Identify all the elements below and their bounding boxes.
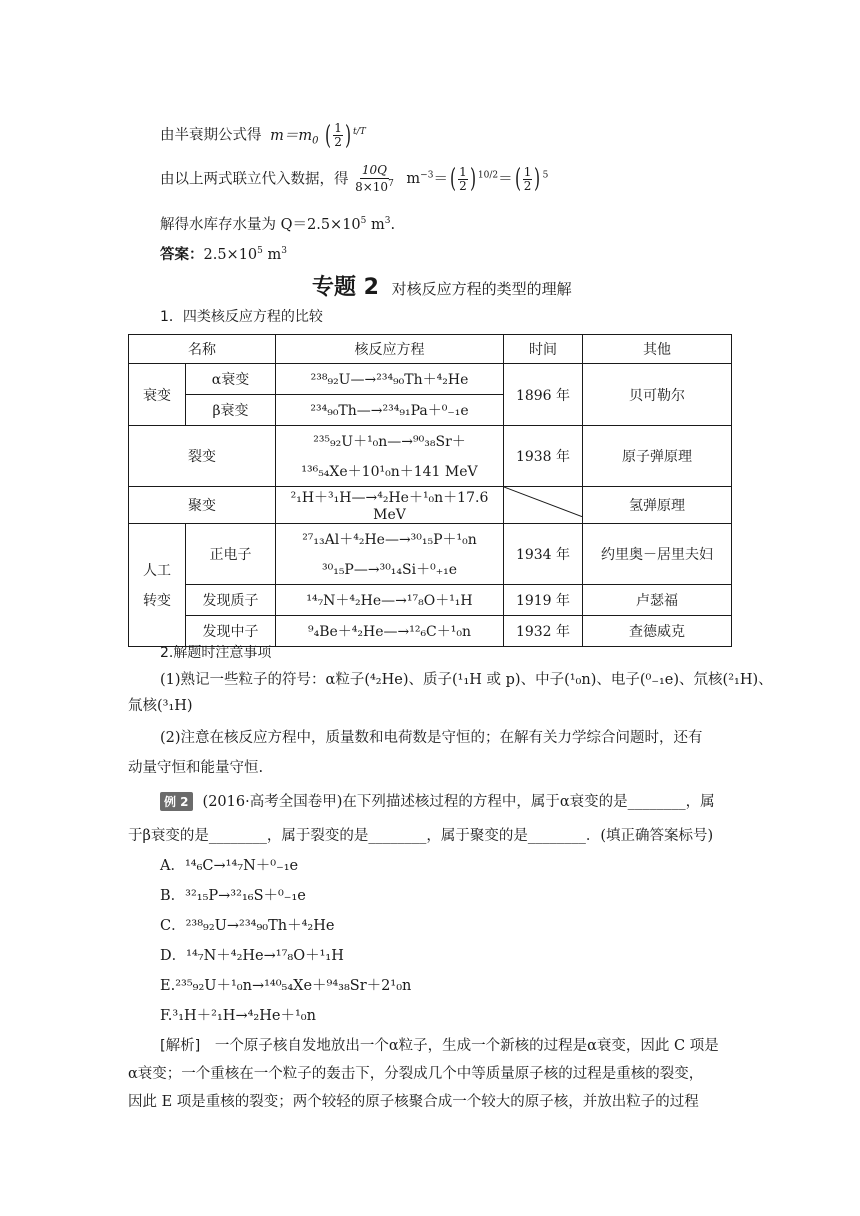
section-subtitle: 对核反应方程的类型的理解 (391, 280, 572, 298)
fusion-cell: 聚变 (129, 487, 276, 524)
decay-other: 贝可勒尔 (583, 364, 732, 426)
fission-other: 原子弹原理 (583, 426, 732, 487)
line2-exp2: 5 (542, 170, 549, 181)
neutron-year: 1932 年 (504, 616, 583, 647)
line2-frac-num: 10Q (361, 163, 388, 177)
line3-unit: m (366, 217, 385, 233)
answer-value: 2.5×10 (203, 247, 258, 263)
analysis-text-1: 一个原子核自发地放出一个α粒子，生成一个新核的过程是α衰变，因此 C 项是 (200, 1038, 719, 1054)
paren-a: ( 1 2 ) (449, 164, 476, 195)
note-2a: (2)注意在核反应方程中，质量数和电荷数是守恒的；在解有关力学综合问题时，还有 (160, 730, 703, 746)
answer-unit: m (262, 247, 282, 263)
proton-name: 发现质子 (186, 585, 276, 616)
answer-line (160, 243, 287, 264)
line2-frac-den: 8×10 (355, 179, 389, 194)
answer-label: 答案： (160, 247, 204, 263)
line3-unit-exp: 3 (384, 216, 391, 227)
positron-equation-2: ³⁰₁₅P—→³⁰₁₄Si＋⁰₊₁e (276, 554, 504, 585)
line1-formula: m＝m (270, 127, 313, 144)
line2-prefix: 由以上两式联立代入数据，得 (160, 171, 349, 188)
option-f: F.³₁H＋²₁H→⁴₂He＋¹₀n (160, 1008, 316, 1024)
fission-cell: 裂变 (129, 426, 276, 487)
note-1a: (1)熟记一些粒子的符号：α粒子(⁴₂He)、质子(¹₁H 或 p)、中子(¹₀n)、电子(⁰₋₁e)、氘核(²₁H)、 (160, 672, 773, 688)
alpha-decay-name: α衰变 (186, 364, 276, 395)
proton-other: 卢瑟福 (583, 585, 732, 616)
option-d: D．¹⁴₇N＋⁴₂He→¹⁷₈O＋¹₁H (160, 948, 344, 964)
table-header-row (129, 335, 732, 364)
positron-year: 1934 年 (504, 524, 583, 585)
analysis-label: [解析] (160, 1038, 201, 1054)
artificial-label-1: 人工 (143, 563, 171, 579)
artificial-label-2: 转变 (143, 593, 171, 609)
proton-year: 1919 年 (504, 585, 583, 616)
section-title (312, 270, 572, 301)
line3-end: . (390, 217, 396, 233)
positron-name: 正电子 (186, 524, 276, 585)
answer-exp: 5 (257, 246, 263, 257)
proton-equation: ¹⁴₇N＋⁴₂He—→¹⁷₈O＋¹₁H (276, 585, 504, 616)
artificial-cell (129, 524, 186, 647)
neutron-name: 发现中子 (186, 616, 276, 647)
line2-unit: m (406, 171, 421, 188)
table-row (129, 524, 732, 555)
option-e: E.²³⁵₉₂U＋¹₀n→¹⁴⁰₅₄Xe＋⁹⁴₃₈Sr＋2¹₀n (160, 978, 412, 994)
line2-fraction (355, 164, 394, 195)
neutron-equation: ⁹₄Be＋⁴₂He—→¹²₆C＋¹₀n (276, 616, 504, 647)
example-tag: 例 2 (160, 792, 193, 811)
alpha-decay-equation: ²³⁸₉₂U—→²³⁴₉₀Th＋⁴₂He (276, 364, 504, 395)
fusion-equation: ²₁H＋³₁H—→⁴₂He＋¹₀n＋17.6 MeV (276, 487, 504, 524)
half-life-formula-line (160, 122, 366, 149)
notes-heading: 2.解题时注意事项 (160, 645, 272, 661)
combined-formula-line: 由以上两式联立代入数据，得 $\frac{10Q}{8\times 10^7}$ $m^{-3}=$ ( 1 2 ) $^{10/2}$＝ ( 1 2 ) $^5$ (160, 163, 549, 195)
line2-unit-exp: −3 (420, 170, 434, 181)
header-equation: 核反应方程 (276, 335, 504, 364)
table-row (129, 364, 732, 395)
line1-exp: t/T (353, 126, 366, 137)
answer-unit-exp: 3 (281, 246, 287, 257)
line3-exp: 5 (360, 216, 367, 227)
decay-cell: 衰变 (129, 364, 186, 426)
table-row (129, 426, 732, 457)
fusion-year-empty (504, 487, 583, 524)
note-2b: 动量守恒和能量守恒. (128, 760, 264, 776)
paren-b: ( 1 2 ) (514, 164, 541, 195)
half-paren: ( 1 2 ) (325, 120, 352, 151)
example-q1: (2016·高考全国卷甲)在下列描述核过程的方程中，属于α衰变的是________，属 (202, 794, 715, 810)
option-a: A．¹⁴₆C→¹⁴₇N＋⁰₋₁e (160, 858, 299, 874)
positron-equation-1: ²⁷₁₃Al＋⁴₂He—→³⁰₁₅P＋¹₀n (276, 524, 504, 555)
option-c: C．²³⁸₉₂U→²³⁴₉₀Th＋⁴₂He (160, 918, 335, 934)
fission-equation-2: ¹³⁶₅₄Xe＋10¹₀n＋141 MeV (276, 456, 504, 487)
header-name: 名称 (129, 335, 276, 364)
analysis-line-3: 因此 E 项是重核的裂变；两个较轻的原子核聚合成一个较大的原子核，并放出粒子的过程 (128, 1094, 699, 1110)
analysis-line-2: α衰变；一个重核在一个粒子的轰击下，分裂成几个中等质量原子核的过程是重核的裂变， (128, 1066, 704, 1082)
header-other: 其他 (583, 335, 732, 364)
option-b: B．³²₁₅P→³²₁₆S＋⁰₋₁e (160, 888, 306, 904)
beta-decay-name: β衰变 (186, 395, 276, 426)
positron-other: 约里奥－居里夫妇 (583, 524, 732, 585)
line2-frac-den-exp: 7 (388, 178, 394, 189)
fission-year: 1938 年 (504, 426, 583, 487)
diagonal-line (504, 487, 583, 517)
section-title-main: 专题 2 (312, 275, 379, 300)
header-time: 时间 (504, 335, 583, 364)
note-1b: 氚核(³₁H) (128, 698, 193, 714)
table-row (129, 585, 732, 616)
line2-exp1: 10/2 (477, 170, 499, 181)
result-line (160, 213, 395, 234)
line1-prefix: 由半衰期公式得 (160, 127, 262, 144)
neutron-other: 查德威克 (583, 616, 732, 647)
example-line-2: 于β衰变的是________，属于裂变的是________，属于聚变的是________．(填正确答案标号) (128, 828, 714, 844)
line1-sub: 0 (312, 135, 319, 147)
table-row (129, 487, 732, 524)
point-1-heading: 1．四类核反应方程的比较 (160, 309, 323, 325)
beta-decay-equation: ²³⁴₉₀Th—→²³⁴₉₁Pa＋⁰₋₁e (276, 395, 504, 426)
line3-text: 解得水库存水量为 Q＝2.5×10 (160, 217, 361, 233)
fusion-other: 氢弹原理 (583, 487, 732, 524)
decay-year: 1896 年 (504, 364, 583, 426)
fission-equation-1: ²³⁵₉₂U＋¹₀n—→⁹⁰₃₈Sr＋ (276, 426, 504, 457)
nuclear-reaction-table (128, 334, 732, 647)
example-line-1 (160, 790, 715, 811)
analysis-line-1 (160, 1034, 719, 1055)
